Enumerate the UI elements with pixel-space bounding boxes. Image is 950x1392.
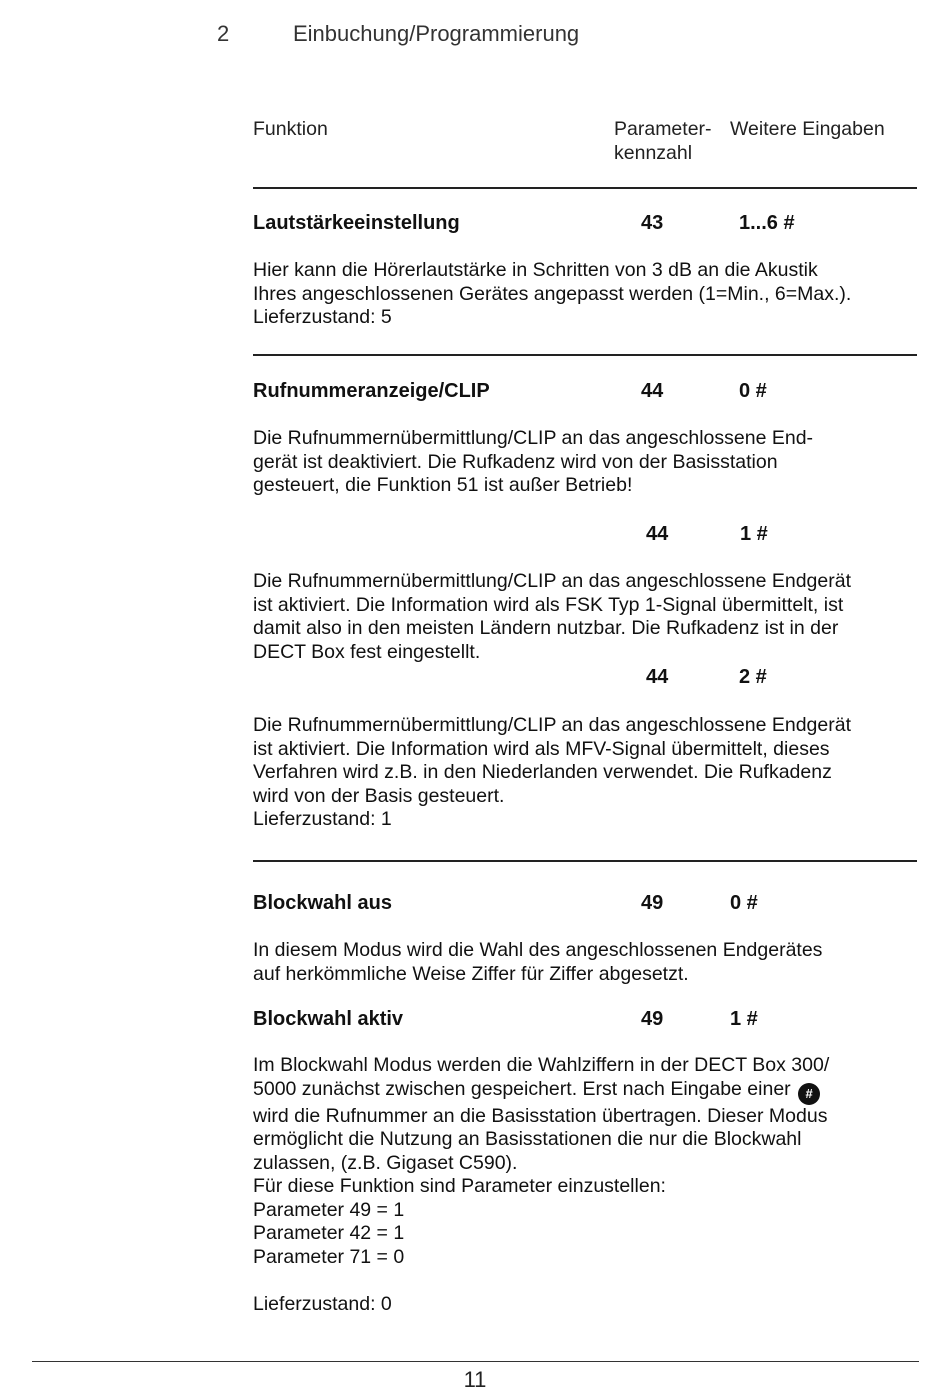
entry-input-clip-fsk: 1 # — [740, 523, 768, 545]
entry-description-clip-dtmf — [253, 714, 923, 832]
description-line: Die Rufnummernübermittlung/CLIP an das angeschlossene End- — [253, 427, 814, 449]
description-line: Parameter 42 = 1 — [253, 1222, 405, 1244]
description-line: Lieferzustand: 0 — [253, 1292, 392, 1315]
description-line-text: 5000 zunächst zwischen gespeichert. Erst nach Eingabe einer — [253, 1077, 791, 1100]
description-line: ist aktiviert. Die Information wird als FSK Typ 1-Signal übermittelt, ist — [253, 593, 844, 616]
description-line: Parameter 71 = 0 — [253, 1245, 405, 1268]
description-line-with-key — [253, 1078, 923, 1105]
column-heading-parameter-line2: kennzahl — [614, 142, 693, 164]
footer-divider — [32, 1361, 919, 1362]
description-line: Lieferzustand: 5 — [253, 306, 392, 328]
entry-input-clip-off: 0 # — [739, 380, 767, 402]
description-line: damit also in den meisten Ländern nutzbar. Die Rufkadenz ist in der — [253, 617, 839, 639]
description-line: Im Blockwahl Modus werden die Wahlziffern in der DECT Box 300/ — [253, 1054, 830, 1076]
entry-description-block-dial-off — [253, 939, 923, 986]
divider — [253, 860, 917, 862]
description-line: Die Rufnummernübermittlung/CLIP an das angeschlossene Endgerät — [253, 570, 851, 592]
description-line: wird von der Basis gesteuert. — [253, 784, 505, 807]
entry-code-volume: 43 — [641, 212, 664, 234]
entry-description-clip-off — [253, 427, 923, 498]
entry-description-block-dial-on — [253, 1054, 923, 1316]
description-line: In diesem Modus wird die Wahl des angeschlossenen Endgerätes — [253, 939, 823, 961]
hash-key-icon: # — [798, 1083, 820, 1105]
entry-title-volume: Lautstärkeeinstellung — [253, 212, 460, 234]
entry-input-block-dial-on: 1 # — [730, 1008, 758, 1030]
entry-code-clip-fsk: 44 — [646, 523, 669, 545]
chapter-number: 2 — [217, 21, 230, 46]
chapter-title: Einbuchung/Programmierung — [293, 21, 580, 46]
description-line: Für diese Funktion sind Parameter einzustellen: — [253, 1175, 666, 1197]
entry-code-clip-off: 44 — [641, 380, 664, 402]
entry-description-volume — [253, 259, 923, 330]
entry-input-clip-dtmf: 2 # — [739, 666, 767, 688]
description-line: DECT Box fest eingestellt. — [253, 640, 481, 663]
description-line: Hier kann die Hörerlautstärke in Schritten von 3 dB an die Akustik — [253, 259, 818, 281]
description-line: wird die Rufnummer an die Basisstation übertragen. Dieser Modus — [253, 1104, 828, 1127]
description-line: gesteuert, die Funktion 51 ist außer Betrieb! — [253, 474, 633, 496]
entry-code-block-dial-on: 49 — [641, 1008, 664, 1030]
divider — [253, 354, 917, 356]
entry-title-block-dial-on: Blockwahl aktiv — [253, 1008, 404, 1030]
description-line: gerät ist deaktiviert. Die Rufkadenz wird von der Basisstation — [253, 450, 778, 473]
column-heading-further-input: Weitere Eingaben — [730, 118, 885, 140]
description-line: Verfahren wird z.B. in den Niederlanden verwendet. Die Rufkadenz — [253, 761, 832, 783]
divider — [253, 187, 917, 189]
description-line: auf herkömmliche Weise Ziffer für Ziffer abgesetzt. — [253, 962, 689, 985]
description-line: Ihres angeschlossenen Gerätes angepasst werden (1=Min., 6=Max.). — [253, 282, 852, 305]
description-line: ermöglicht die Nutzung an Basisstationen die nur die Blockwahl — [253, 1128, 802, 1150]
description-line: Parameter 49 = 1 — [253, 1198, 405, 1221]
description-line: Lieferzustand: 1 — [253, 808, 392, 830]
description-line: ist aktiviert. Die Information wird als MFV-Signal übermittelt, dieses — [253, 737, 830, 760]
entry-code-block-dial-off: 49 — [641, 892, 664, 914]
description-line: Die Rufnummernübermittlung/CLIP an das angeschlossene Endgerät — [253, 714, 851, 736]
entry-input-block-dial-off: 0 # — [730, 892, 758, 914]
page-number: 11 — [463, 1367, 487, 1392]
entry-code-clip-dtmf: 44 — [646, 666, 669, 688]
description-line: zulassen, (z.B. Gigaset C590). — [253, 1151, 518, 1174]
entry-description-clip-fsk — [253, 570, 923, 664]
description-line — [253, 1269, 923, 1293]
entry-title-clip: Rufnummeranzeige/CLIP — [253, 380, 490, 402]
column-heading-parameter-line1: Parameter- — [614, 118, 712, 140]
entry-title-block-dial-off: Blockwahl aus — [253, 892, 392, 914]
entry-input-volume: 1...6 # — [739, 212, 795, 234]
column-heading-function: Funktion — [253, 118, 328, 140]
